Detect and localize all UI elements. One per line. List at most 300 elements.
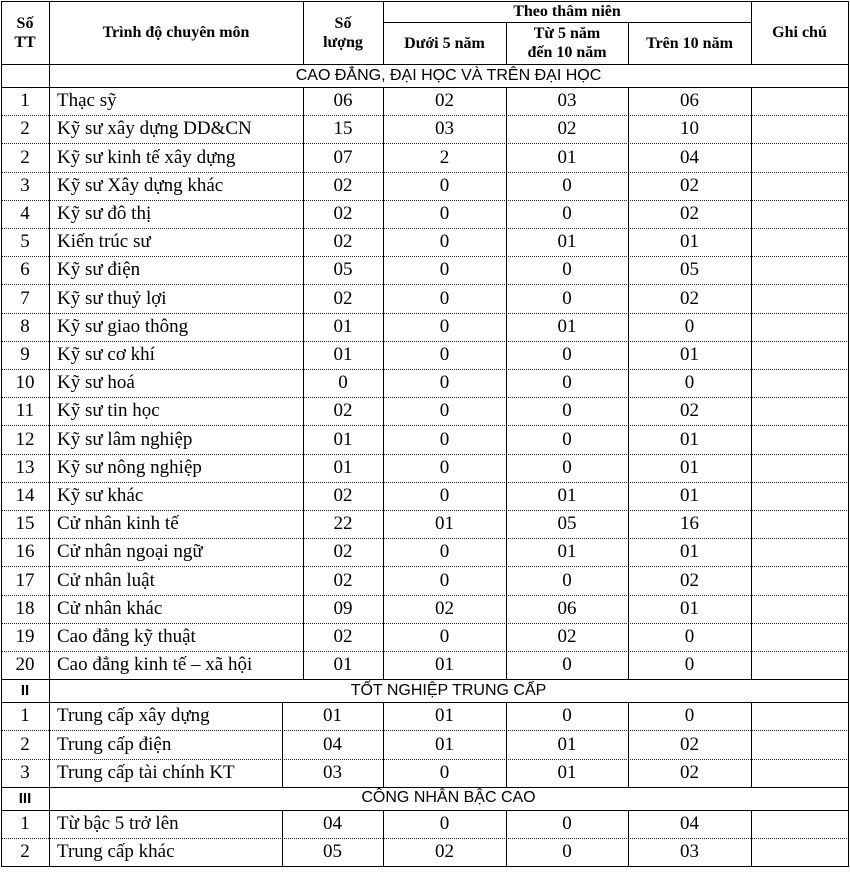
table-rule [383,1,384,64]
table-rule [848,228,849,256]
table-rule [751,228,752,256]
table-rule [303,454,304,482]
row-5-to-10-years: 0 [562,372,572,393]
row-stt: 3 [20,762,30,783]
table-rule [848,115,849,143]
table-rule [506,595,507,623]
table-rule [751,115,752,143]
row-quantity: 01 [333,457,353,478]
table-rule [303,566,304,595]
row-over-10-years: 05 [680,259,699,280]
table-rule [751,369,752,397]
row-stt: 8 [20,316,30,337]
row-stt: 17 [15,569,35,591]
row-over-10-years: 10 [680,118,699,139]
table-rule [49,425,50,454]
row-note [751,341,848,369]
header-line: đến 10 năm [527,44,607,61]
row-quantity: 03 [323,762,342,783]
header-so-luong [303,1,383,64]
row-stt: 19 [15,626,35,647]
row-qualification: Kỹ sư lâm nghiệp [57,428,193,450]
table-rule [1,538,2,566]
table-rule [848,679,849,702]
row-quantity: 01 [333,654,353,675]
header-line: lượng [323,33,363,51]
row-under-5-years: 0 [439,400,450,421]
table-rule [303,623,304,651]
table-rule [1,1,849,2]
row-under-5-years: 0 [439,287,450,309]
table-rule [383,651,384,679]
table-rule [628,143,629,172]
row-over-10-years: 02 [680,733,699,755]
row-quantity: 01 [323,705,342,726]
table-rule [1,397,2,425]
table-rule [751,341,752,369]
table-rule [303,256,304,284]
row-stt: 16 [15,541,35,562]
table-rule [49,313,50,341]
table-rule [848,256,849,284]
table-rule [751,838,752,866]
row-note [751,228,848,256]
table-rule [303,595,304,623]
table-rule [751,87,752,115]
row-qualification: Cao đẳng kinh tế – xã hội [57,654,253,675]
table-rule [506,838,507,866]
table-rule [751,482,752,510]
row-5-to-10-years: 0 [562,287,572,309]
table-rule [751,397,752,425]
table-rule [751,172,752,200]
table-rule [628,595,629,623]
row-quantity: 06 [333,90,353,111]
row-qualification: Cử nhân luật [57,569,155,591]
table-rule [1,810,2,838]
table-rule [628,566,629,595]
table-rule [506,482,507,510]
table-rule [49,256,50,284]
row-over-10-years: 0 [684,705,695,726]
row-over-10-years: 02 [680,175,699,196]
row-note [751,651,848,679]
table-rule [49,228,50,256]
row-5-to-10-years: 01 [557,762,577,783]
table-rule [506,87,507,115]
table-rule [303,200,304,228]
table-rule [383,510,384,538]
row-under-5-years: 03 [435,118,454,139]
table-rule [383,397,384,425]
table-rule [628,838,629,866]
row-note [751,595,848,623]
table-rule [282,702,283,730]
row-note [751,538,848,566]
table-rule [303,115,304,143]
row-qualification: Cử nhân kinh tế [57,513,179,534]
row-under-5-years: 0 [439,626,450,647]
header-line: Từ 5 năm [533,25,601,42]
table-rule [1,256,2,284]
row-note [751,200,848,228]
row-qualification: Kỹ sư hoá [57,372,135,393]
table-rule [751,730,752,759]
table-rule [49,730,50,759]
row-stt: 12 [15,428,35,450]
table-rule [848,425,849,454]
table-rule [751,425,752,454]
table-rule [303,284,304,313]
row-over-10-years: 01 [680,428,699,450]
table-rule [1,702,2,730]
row-note [751,623,848,651]
row-5-to-10-years: 0 [562,344,572,365]
table-rule [1,143,2,172]
table-rule [303,510,304,538]
table-rule [506,22,507,64]
row-5-to-10-years: 0 [562,705,572,726]
table-rule [49,341,50,369]
row-5-to-10-years: 01 [557,231,577,252]
row-qualification: Trung cấp xây dựng [57,705,210,726]
table-rule [49,397,50,425]
row-stt: 14 [15,485,35,506]
row-5-to-10-years: 0 [562,175,572,196]
row-5-to-10-years: 0 [562,569,572,591]
row-over-10-years: 0 [684,316,695,337]
table-rule [1,87,2,115]
table-rule [506,810,507,838]
table-rule [49,538,50,566]
row-note [751,397,848,425]
row-5-to-10-years: 0 [562,259,572,280]
table-rule [49,810,50,838]
table-rule [506,566,507,595]
table-rule [848,87,849,115]
row-quantity: 02 [333,203,353,224]
row-qualification: Kỹ sư thuỷ lợi [57,287,167,309]
row-qualification: Kỹ sư khác [57,485,144,506]
row-under-5-years: 0 [439,762,450,783]
table-rule [848,510,849,538]
row-over-10-years: 02 [680,569,699,591]
table-rule [848,172,849,200]
table-rule [848,64,849,87]
row-under-5-years: 0 [439,316,450,337]
row-under-5-years: 0 [439,231,450,252]
table-rule [383,566,384,595]
row-5-to-10-years: 01 [557,146,577,168]
table-rule [383,256,384,284]
row-over-10-years: 01 [680,598,699,619]
row-5-to-10-years: 01 [557,733,577,755]
row-stt: 2 [20,841,30,862]
table-rule [383,87,384,115]
table-rule [506,313,507,341]
table-rule [628,313,629,341]
table-rule [506,425,507,454]
row-over-10-years: 0 [684,372,695,393]
row-quantity: 04 [323,733,342,755]
row-qualification: Kỹ sư tin học [57,400,160,421]
table-rule [303,172,304,200]
row-5-to-10-years: 0 [562,813,572,834]
table-rule [848,623,849,651]
table-rule [628,397,629,425]
table-rule [751,595,752,623]
row-over-10-years: 02 [680,400,699,421]
row-stt: 15 [15,513,35,534]
row-quantity: 02 [333,287,353,309]
table-rule [848,787,849,810]
table-rule [751,566,752,595]
table-rule [49,838,50,866]
row-under-5-years: 0 [439,259,450,280]
table-rule [383,810,384,838]
row-qualification: Trung cấp tài chính KT [57,762,235,783]
table-rule [1,787,2,810]
table-rule [751,651,752,679]
row-over-10-years: 03 [680,841,699,862]
row-quantity: 02 [333,231,353,252]
table-rule [628,759,629,787]
row-under-5-years: 02 [435,841,454,862]
table-rule [303,87,304,115]
table-rule [303,369,304,397]
table-rule [848,482,849,510]
table-rule [751,702,752,730]
table-rule [383,341,384,369]
table-rule [506,730,507,759]
table-rule [628,482,629,510]
row-stt: 9 [20,344,30,365]
table-rule [282,838,283,866]
row-over-10-years: 16 [680,513,699,534]
table-rule [1,866,849,867]
table-rule [628,228,629,256]
table-rule [49,651,50,679]
table-rule [1,838,2,866]
table-rule [628,115,629,143]
table-rule [303,341,304,369]
table-rule [383,228,384,256]
table-rule [1,228,2,256]
table-rule [751,510,752,538]
table-rule [383,538,384,566]
table-rule [383,595,384,623]
row-under-5-years: 0 [439,428,450,450]
table-rule [506,172,507,200]
header-line: TT [14,33,36,51]
table-rule [1,454,2,482]
table-rule [751,1,752,64]
row-stt: 4 [20,203,30,224]
table-rule [383,425,384,454]
table-rule [751,810,752,838]
table-rule [1,425,2,454]
header-tren-10-nam: Trên 10 năm [646,34,733,52]
row-5-to-10-years: 02 [557,118,577,139]
table-rule [848,397,849,425]
row-qualification: Trung cấp điện [57,733,172,755]
row-stt: 13 [15,457,35,478]
row-qualification: Kỹ sư giao thông [57,316,189,337]
row-quantity: 22 [333,513,353,534]
table-rule [628,651,629,679]
row-quantity: 02 [333,400,353,421]
table-rule [1,651,2,679]
table-rule [49,595,50,623]
row-stt: 1 [20,705,30,726]
table-rule [1,313,2,341]
table-rule [751,313,752,341]
table-rule [751,200,752,228]
row-over-10-years: 02 [680,287,699,309]
table-rule [383,172,384,200]
table-rule [383,369,384,397]
row-note [751,759,848,787]
table-rule [303,397,304,425]
row-quantity: 01 [333,316,353,337]
row-qualification: Kỹ sư xây dựng DD&CN [57,118,252,139]
row-stt: 2 [20,146,30,168]
table-rule [49,200,50,228]
table-rule [1,1,2,64]
row-note [751,313,848,341]
row-quantity: 0 [338,372,348,393]
table-rule [1,510,2,538]
header-tu-5-den-10 [506,22,628,64]
row-quantity: 15 [333,118,353,139]
table-rule [848,313,849,341]
row-qualification: Kỹ sư Xây dựng khác [57,175,224,196]
table-rule [628,623,629,651]
table-rule [383,454,384,482]
table-rule [628,256,629,284]
row-note [751,702,848,730]
row-stt: 5 [20,231,30,252]
table-rule [506,143,507,172]
row-note [751,284,848,313]
row-under-5-years: 01 [435,513,454,534]
row-over-10-years: 01 [680,344,699,365]
table-rule [282,730,283,759]
row-quantity: 01 [333,344,353,365]
row-5-to-10-years: 02 [557,626,577,647]
table-rule [628,425,629,454]
row-note [751,730,848,759]
table-rule [848,730,849,759]
table-rule [628,87,629,115]
row-stt: 1 [20,90,30,111]
table-rule [1,623,2,651]
row-note [751,454,848,482]
row-qualification: Trung cấp khác [57,841,175,862]
row-over-10-years: 0 [684,626,695,647]
row-quantity: 01 [333,428,353,450]
row-qualification: Kiến trúc sư [57,231,151,252]
header-so-tt [1,1,49,64]
table-rule [628,730,629,759]
row-note [751,482,848,510]
table-rule [848,702,849,730]
row-stt: 20 [15,654,35,675]
table-rule [506,397,507,425]
row-5-to-10-years: 0 [562,400,572,421]
row-5-to-10-years: 03 [557,90,577,111]
table-rule [1,679,2,702]
table-rule [628,341,629,369]
table-rule [49,115,50,143]
table-rule [49,679,50,702]
row-under-5-years: 01 [435,705,454,726]
row-under-5-years: 0 [439,569,450,591]
table-rule [1,759,2,787]
row-over-10-years: 01 [680,231,699,252]
table-rule [1,200,2,228]
header-ghi-chu: Ghi chú [772,24,827,41]
table-rule [383,313,384,341]
table-rule [282,759,283,787]
row-qualification: Thạc sỹ [57,90,117,111]
table-rule [506,369,507,397]
row-qualification: Kỹ sư nông nghiệp [57,457,202,478]
section-number [1,64,49,87]
table-rule [1,341,2,369]
table-rule [49,1,50,64]
row-under-5-years: 0 [439,457,450,478]
table-rule [628,369,629,397]
row-over-10-years: 04 [680,813,699,834]
header-trinh-do: Trình độ chuyên môn [102,24,250,41]
table-rule [49,143,50,172]
table-rule [506,759,507,787]
row-note [751,172,848,200]
header-duoi-5-nam: Dưới 5 năm [404,34,485,52]
table-rule [49,566,50,595]
table-rule [751,538,752,566]
table-rule [751,454,752,482]
row-qualification: Cử nhân khác [57,598,163,619]
row-quantity: 05 [333,259,353,280]
table-rule [49,369,50,397]
table-rule [751,256,752,284]
table-rule [751,143,752,172]
table-rule [751,284,752,313]
table-rule [1,284,2,313]
row-stt: 2 [20,733,30,755]
row-quantity: 02 [333,175,353,196]
table-rule [49,759,50,787]
row-stt: 2 [20,118,30,139]
table-rule [49,284,50,313]
table-rule [49,454,50,482]
row-qualification: Kỹ sư đô thị [57,203,152,224]
table-rule [303,538,304,566]
row-over-10-years: 06 [680,90,699,111]
table-rule [303,425,304,454]
table-rule [383,759,384,787]
row-quantity: 02 [333,626,353,647]
row-over-10-years: 01 [680,485,699,506]
table-rule [383,838,384,866]
table-rule [1,115,2,143]
table-rule [282,810,283,838]
row-5-to-10-years: 0 [562,457,572,478]
row-qualification: Kỹ sư cơ khí [57,344,155,365]
row-over-10-years: 01 [680,541,699,562]
